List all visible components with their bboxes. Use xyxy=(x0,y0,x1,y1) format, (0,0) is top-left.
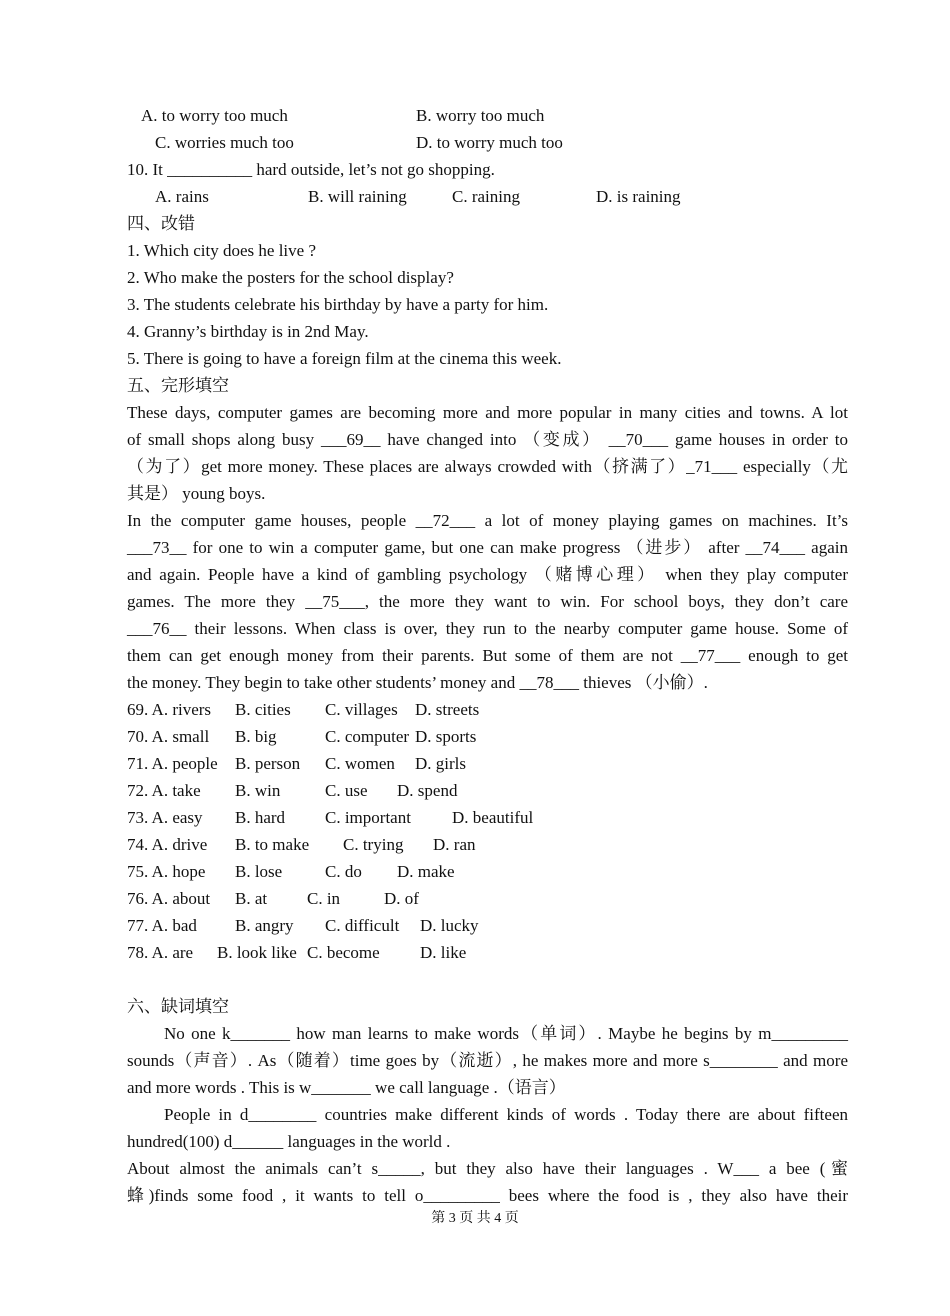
correction-item: 1. Which city does he live ? xyxy=(127,241,316,260)
q9-option-d: D. to worry much too xyxy=(416,133,563,152)
cloze-passage-line: In the computer game houses, people __72___ a lot of money playing games on machines. It’s xyxy=(127,511,848,530)
q10-options xyxy=(127,183,848,210)
q10-stem: 10. It __________ hard outside, let’s not go shopping. xyxy=(127,160,495,179)
option-b: B. lose xyxy=(235,862,283,881)
option-a: 76. A. about xyxy=(127,889,211,908)
cloze-passage-line: ___76__ their lessons. When class is over, they run to the nearby computer game house. Some of xyxy=(127,619,848,638)
option-a: 72. A. take xyxy=(127,781,201,800)
q9-options-row2 xyxy=(127,129,848,156)
option-b: B. to make xyxy=(235,835,310,854)
fill-word-line: and more words . This is w_______ we call language .（语言） xyxy=(127,1078,566,1097)
fill-word-line: hundred(100) d______ languages in the world . xyxy=(127,1132,451,1151)
cloze-option-row xyxy=(127,885,848,912)
correction-item: 4. Granny’s birthday is in 2nd May. xyxy=(127,322,369,341)
worksheet-page xyxy=(127,102,848,1209)
option-c: C. become xyxy=(307,943,380,962)
option-a: 71. A. people xyxy=(127,754,218,773)
cloze-passage-line: and again. People have a kind of gambling psychology （赌博心理） when they play computer xyxy=(127,565,848,584)
option-a: 78. A. are xyxy=(127,943,194,962)
q9-option-a: A. to worry too much xyxy=(141,106,288,125)
cloze-passage-line: ___73__ for one to win a computer game, but one can make progress （进步） after __74___ again xyxy=(127,538,848,557)
q10-option-d: D. is raining xyxy=(596,187,681,206)
option-c: C. women xyxy=(325,754,395,773)
option-c: C. trying xyxy=(343,835,404,854)
option-d: D. streets xyxy=(415,700,480,719)
cloze-option-row xyxy=(127,858,848,885)
option-d: D. of xyxy=(384,889,419,908)
cloze-option-row xyxy=(127,750,848,777)
correction-item: 2. Who make the posters for the school display? xyxy=(127,268,454,287)
option-d: D. sports xyxy=(415,727,477,746)
q9-option-b: B. worry too much xyxy=(416,106,545,125)
option-a: 74. A. drive xyxy=(127,835,208,854)
cloze-passage-line: 其是） young boys. xyxy=(127,484,266,503)
option-b: B. look like xyxy=(217,943,297,962)
cloze-passage-line: of small shops along busy ___69__ have changed into （变成） __70___ game houses in order to xyxy=(127,430,848,449)
section-5-heading: 五、完形填空 xyxy=(127,376,229,395)
q9-options-row1 xyxy=(127,102,848,129)
option-a: 70. A. small xyxy=(127,727,210,746)
fill-word-line: No one k_______ how man learns to make words（单词）. Maybe he begins by m_________ xyxy=(164,1024,848,1043)
option-c: C. computer xyxy=(325,727,410,746)
option-d: D. make xyxy=(397,862,455,881)
cloze-option-row xyxy=(127,831,848,858)
fill-word-line: People in d________ countries make different kinds of words . Today there are about fifteen xyxy=(164,1105,848,1124)
correction-item: 3. The students celebrate his birthday by have a party for him. xyxy=(127,295,549,314)
q10-option-b: B. will raining xyxy=(308,187,407,206)
option-b: B. win xyxy=(235,781,281,800)
option-b: B. big xyxy=(235,727,277,746)
cloze-option-row xyxy=(127,696,848,723)
cloze-passage-line: These days, computer games are becoming more and more popular in many cities and towns. A lot xyxy=(127,403,848,422)
option-a: 75. A. hope xyxy=(127,862,206,881)
q10-option-c: C. raining xyxy=(452,187,520,206)
fill-word-line: About almost the animals can’t s_____, but they also have their languages . W___ a bee (蜜 xyxy=(127,1159,848,1178)
q10-option-a: A. rains xyxy=(155,187,209,206)
option-c: C. use xyxy=(325,781,368,800)
option-a: 69. A. rivers xyxy=(127,700,212,719)
option-b: B. hard xyxy=(235,808,286,827)
fill-word-line: 蜂)finds some food , it wants to tell o_________ bees where the food is , they also have their xyxy=(127,1186,848,1205)
option-c: C. difficult xyxy=(325,916,400,935)
section-6-heading: 六、缺词填空 xyxy=(127,997,229,1016)
section-4-heading: 四、改错 xyxy=(127,214,195,233)
cloze-option-row xyxy=(127,777,848,804)
option-c: C. do xyxy=(325,862,362,881)
option-a: 73. A. easy xyxy=(127,808,203,827)
option-d: D. ran xyxy=(433,835,476,854)
option-d: D. girls xyxy=(415,754,466,773)
q9-option-c: C. worries much too xyxy=(155,133,294,152)
option-d: D. beautiful xyxy=(452,808,534,827)
option-c: C. in xyxy=(307,889,341,908)
cloze-passage-line: them can get enough money from their parents. But some of them are not __77___ enough to get xyxy=(127,646,848,665)
option-b: B. person xyxy=(235,754,301,773)
option-b: B. cities xyxy=(235,700,291,719)
option-c: C. villages xyxy=(325,700,398,719)
cloze-option-row xyxy=(127,723,848,750)
fill-word-line: sounds（声音）. As（随着）time goes by（流逝）, he makes more and more s________ and more xyxy=(127,1051,848,1070)
option-a: 77. A. bad xyxy=(127,916,197,935)
option-d: D. lucky xyxy=(420,916,479,935)
option-c: C. important xyxy=(325,808,411,827)
option-b: B. at xyxy=(235,889,268,908)
spacer xyxy=(127,966,848,993)
correction-item: 5. There is going to have a foreign film at the cinema this week. xyxy=(127,349,562,368)
cloze-option-row xyxy=(127,912,848,939)
page-footer: 第 3 页 共 4 页 xyxy=(431,1211,519,1226)
cloze-option-row xyxy=(127,804,848,831)
option-b: B. angry xyxy=(235,916,294,935)
cloze-passage-line: （为了）get more money. These places are always crowded with（挤满了）_71___ especially（尤 xyxy=(127,457,848,476)
option-d: D. spend xyxy=(397,781,458,800)
cloze-option-row xyxy=(127,939,848,966)
cloze-passage-line: the money. They begin to take other students’ money and __78___ thieves （小偷）. xyxy=(127,673,708,692)
cloze-passage-line: games. The more they __75___, the more they want to win. For school boys, they don’t care xyxy=(127,592,848,611)
option-d: D. like xyxy=(420,943,467,962)
